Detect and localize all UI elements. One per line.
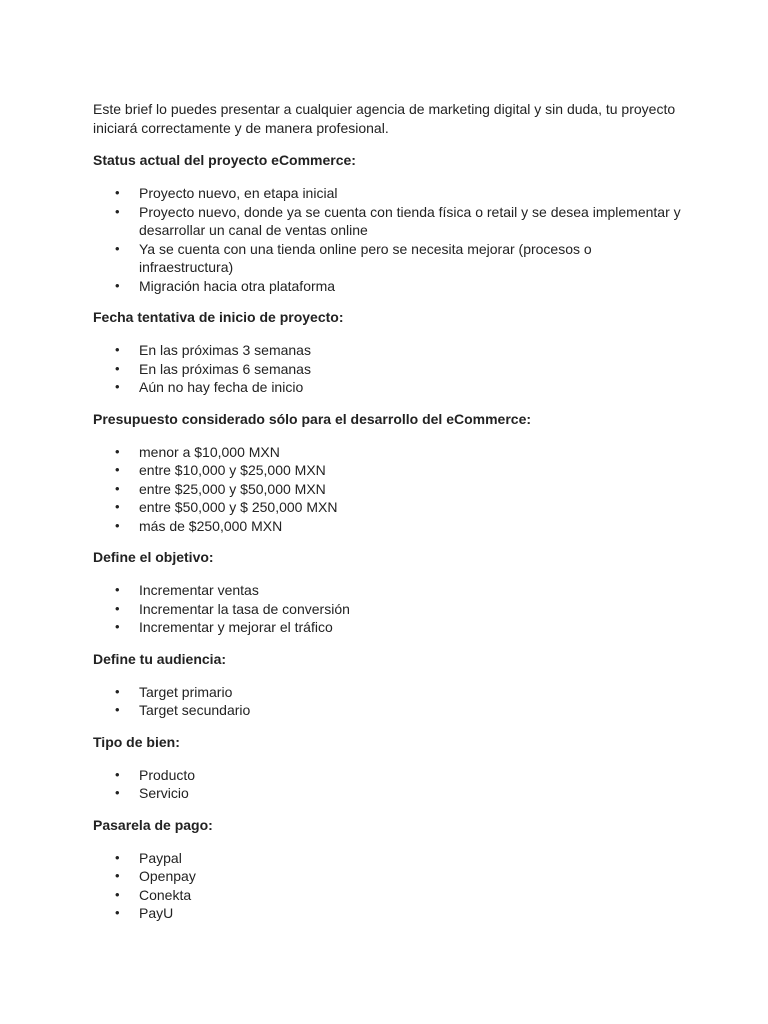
list-item — [93, 581, 683, 600]
list-item — [93, 701, 683, 720]
list-item-text: más de $250,000 MXN — [139, 517, 283, 534]
bullet-list — [93, 849, 683, 923]
list-item — [93, 683, 683, 702]
list-item — [93, 461, 683, 480]
list-item — [93, 784, 683, 803]
document-page — [93, 100, 683, 923]
section-title: Define tu audiencia: — [93, 650, 227, 667]
list-item-text: En las próximas 3 semanas — [139, 342, 311, 358]
intro-paragraph: Este brief lo puedes presentar a cualquier agencia de marketing digital y sin duda, tu proyecto iniciará correctamente y de manera profesional. — [93, 101, 676, 136]
list-item-text: Target primario — [139, 683, 233, 700]
bullet-icon: • — [115, 905, 120, 920]
list-item-text: Paypal — [139, 849, 182, 866]
bullet-list — [93, 683, 683, 720]
bullet-icon: • — [115, 868, 120, 883]
list-item-text: Servicio — [139, 785, 189, 801]
bullet-icon: • — [115, 849, 120, 865]
list-item — [93, 443, 683, 462]
bullet-icon: • — [115, 683, 120, 699]
list-item — [93, 498, 683, 517]
bullet-icon: • — [115, 886, 120, 902]
list-item-text: Producto — [139, 766, 196, 783]
bullet-list — [93, 443, 683, 536]
list-item-text: Proyecto nuevo, en etapa inicial — [139, 185, 338, 201]
list-item-text: Migración hacia otra plataforma — [139, 277, 336, 294]
list-item — [93, 766, 683, 785]
list-item — [93, 886, 683, 905]
section-title: Status actual del proyecto eCommerce: — [93, 152, 356, 168]
bullet-icon: • — [115, 342, 120, 357]
list-item-text: Incrementar y mejorar el tráfico — [139, 619, 333, 635]
section-title: Pasarela de pago: — [93, 816, 213, 833]
list-item — [93, 184, 683, 203]
bullet-icon: • — [115, 462, 120, 477]
bullet-list — [93, 341, 683, 397]
bullet-icon: • — [115, 185, 120, 200]
bullet-icon: • — [115, 443, 120, 459]
bullet-icon: • — [115, 766, 120, 782]
list-item-text: entre $50,000 y $ 250,000 MXN — [139, 499, 338, 515]
list-item — [93, 341, 683, 360]
list-item — [93, 277, 683, 296]
list-item — [93, 904, 683, 923]
list-item-text: PayU — [139, 905, 174, 921]
list-item-text: entre $10,000 y $25,000 MXN — [139, 462, 326, 478]
list-item — [93, 240, 683, 277]
bullet-icon: • — [115, 517, 120, 533]
bullet-icon: • — [115, 582, 120, 597]
list-item-text: Ya se cuenta con una tienda online pero se necesita mejorar (procesos o infraestructura) — [139, 240, 592, 275]
list-item-text: Conekta — [139, 886, 192, 903]
section-title: Fecha tentativa de inicio de proyecto: — [93, 309, 344, 325]
sections-container — [93, 151, 683, 923]
list-item-text: entre $25,000 y $50,000 MXN — [139, 480, 326, 497]
bullet-icon: • — [115, 360, 120, 376]
bullet-icon: • — [115, 702, 120, 717]
bullet-icon: • — [115, 619, 120, 634]
bullet-icon: • — [115, 499, 120, 514]
list-item — [93, 849, 683, 868]
list-item — [93, 867, 683, 886]
section-title: Presupuesto considerado sólo para el desarrollo del eCommerce: — [93, 410, 532, 427]
bullet-list — [93, 581, 683, 637]
list-item-text: Openpay — [139, 868, 196, 884]
list-item — [93, 618, 683, 637]
bullet-icon: • — [115, 277, 120, 293]
list-item-text: Aún no hay fecha de inicio — [139, 379, 304, 395]
list-item-text: Proyecto nuevo, donde ya se cuenta con tienda física o retail y se desea implementar y desarrollar un canal de ventas online — [139, 203, 681, 238]
list-item — [93, 378, 683, 397]
list-item — [93, 480, 683, 499]
bullet-icon: • — [115, 203, 120, 219]
list-item-text: Target secundario — [139, 702, 251, 718]
list-item — [93, 600, 683, 619]
section-title: Define el objetivo: — [93, 549, 214, 565]
bullet-list — [93, 184, 683, 295]
list-item-text: Incrementar ventas — [139, 582, 259, 598]
bullet-icon: • — [115, 379, 120, 394]
list-item-text: En las próximas 6 semanas — [139, 360, 311, 377]
bullet-list — [93, 766, 683, 803]
list-item — [93, 517, 683, 536]
list-item-text: menor a $10,000 MXN — [139, 443, 280, 460]
list-item-text: Incrementar la tasa de conversión — [139, 600, 350, 617]
section-title: Tipo de bien: — [93, 733, 180, 750]
list-item — [93, 203, 683, 240]
bullet-icon: • — [115, 240, 120, 256]
bullet-icon: • — [115, 480, 120, 496]
bullet-icon: • — [115, 600, 120, 616]
bullet-icon: • — [115, 785, 120, 800]
list-item — [93, 360, 683, 379]
